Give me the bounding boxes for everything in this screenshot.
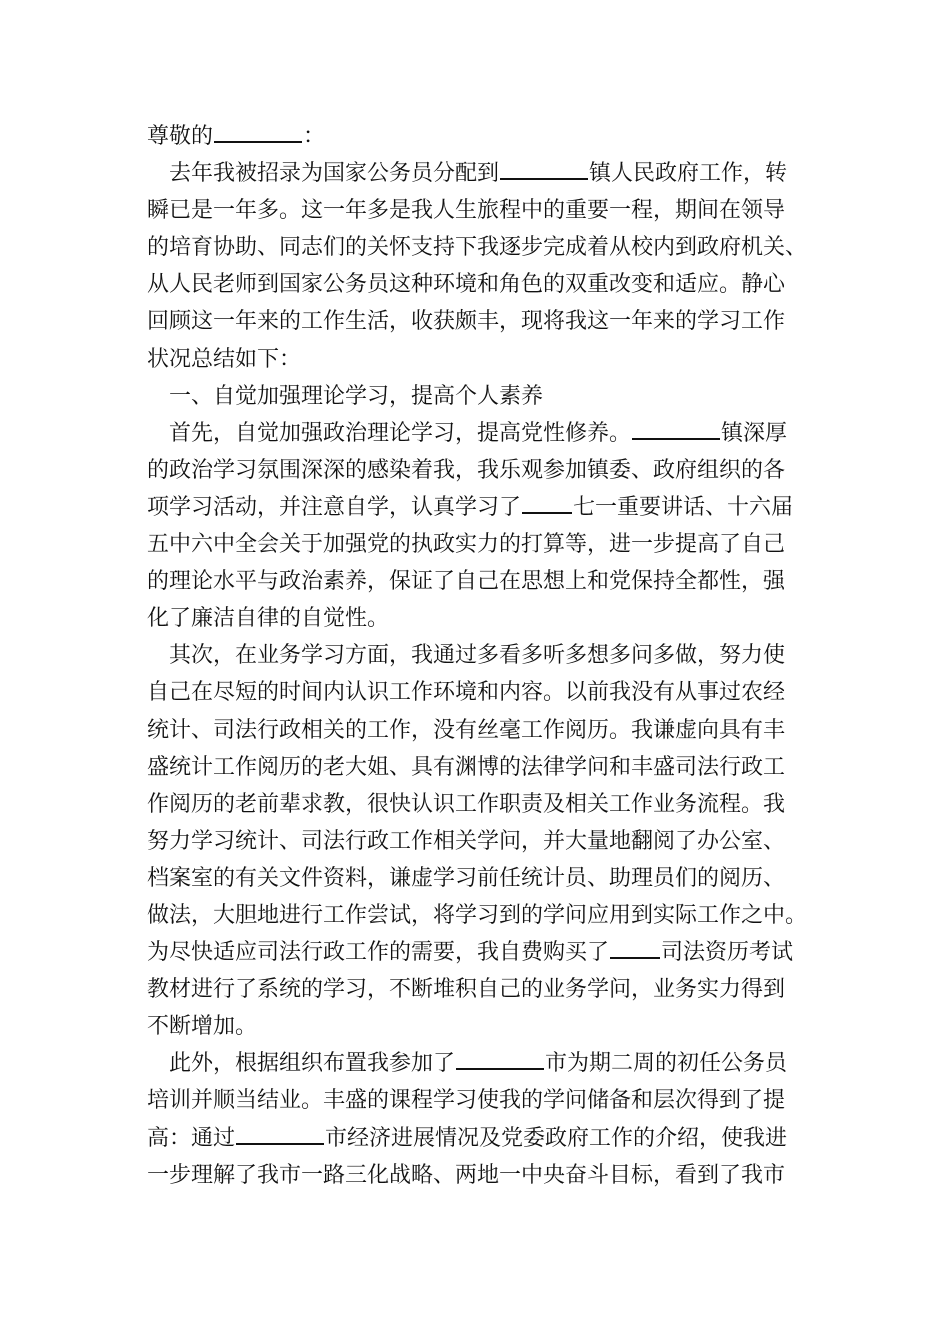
- text-segment: 首先，自觉加强政治理论学习，提高党性修养。: [169, 420, 632, 446]
- fill-blank: [522, 492, 572, 514]
- text-segment: 镇深厚: [721, 420, 788, 446]
- text-segment: 高：通过: [147, 1125, 236, 1151]
- text-line: [147, 897, 812, 934]
- fill-blank: [632, 418, 720, 440]
- text-line: [147, 341, 812, 378]
- text-line: [147, 637, 812, 674]
- text-line: [147, 1120, 812, 1157]
- text-line: [147, 378, 812, 415]
- salutation-line: [147, 118, 812, 155]
- text-segment: 为尽快适应司法行政工作的需要，我自费购买了: [147, 940, 610, 966]
- text-segment: 的政治学习氛围深深的感染着我，我乐观参加镇委、政府组织的各: [147, 457, 786, 483]
- text-segment: 自己在尽短的时间内认识工作环境和内容。以前我没有从事过农经: [147, 680, 786, 706]
- text-segment: 化了廉洁自律的自觉性。: [147, 606, 390, 632]
- text-line: [147, 712, 812, 749]
- text-segment: 状况总结如下：: [147, 346, 302, 372]
- text-line: [147, 1157, 812, 1194]
- text-line: [147, 749, 812, 786]
- text-segment: 统计、司法行政相关的工作，没有丝毫工作阅历。我谦虚向具有丰: [147, 717, 786, 743]
- paragraph-lines: [147, 155, 812, 1194]
- text-line: [147, 674, 812, 711]
- text-line: [147, 1045, 812, 1082]
- text-segment: 的理论水平与政治素养，保证了自己在思想上和党保持全都性，强: [147, 569, 786, 595]
- text-line: [147, 266, 812, 303]
- text-line: [147, 971, 812, 1008]
- text-line: [147, 155, 812, 192]
- text-segment: 市经济进展情况及党委政府工作的介绍，使我进: [325, 1125, 788, 1151]
- text-segment: 一、自觉加强理论学习，提高个人素养: [169, 383, 544, 409]
- text-segment: 的培育协助、同志们的关怀支持下我逐步完成着从校内到政府机关、: [147, 235, 808, 261]
- fill-blank: [500, 158, 588, 180]
- text-line: [147, 229, 812, 266]
- text-line: [147, 1008, 812, 1045]
- text-segment: 培训并顺当结业。丰盛的课程学习使我的学问储备和层次得到了提: [147, 1088, 786, 1114]
- text-line: [147, 526, 812, 563]
- text-segment: 镇人民政府工作，转: [589, 161, 788, 187]
- text-segment: 教材进行了系统的学习，不断堆积自己的业务学问，业务实力得到: [147, 977, 786, 1003]
- text-line: [147, 860, 812, 897]
- text-segment: 做法，大胆地进行工作尝试，将学习到的学问应用到实际工作之中。: [147, 902, 808, 928]
- fill-blank: [214, 121, 302, 143]
- text-line: [147, 415, 812, 452]
- text-line: [147, 303, 812, 340]
- text-segment: 此外，根据组织布置我参加了: [169, 1051, 456, 1077]
- text-segment: 其次，在业务学习方面，我通过多看多听多想多问多做，努力使: [169, 643, 786, 669]
- text-segment: 努力学习统计、司法行政工作相关学问，并大量地翻阅了办公室、: [147, 828, 786, 854]
- text-segment: 从人民老师到国家公务员这种环境和角色的双重改变和适应。静心: [147, 272, 786, 298]
- text-segment: 七一重要讲话、十六届: [573, 494, 794, 520]
- text-line: [147, 823, 812, 860]
- text-segment: 盛统计工作阅历的老大姐、具有渊博的法律学问和丰盛司法行政工: [147, 754, 786, 780]
- fill-blank: [456, 1048, 544, 1070]
- text-line: [147, 563, 812, 600]
- text-line: [147, 1082, 812, 1119]
- text-segment: 一步理解了我市一路三化战略、两地一中央奋斗目标，看到了我市: [147, 1162, 786, 1188]
- text-line: [147, 452, 812, 489]
- text-segment: 作阅历的老前辈求教，很快认识工作职责及相关工作业务流程。我: [147, 791, 786, 817]
- text-segment: 市为期二周的初任公务员: [545, 1051, 788, 1077]
- salutation-text: 尊敬的: [147, 124, 214, 149]
- text-segment: 司法资历考试: [661, 940, 794, 966]
- text-segment: 回顾这一年来的工作生活，收获颇丰，现将我这一年来的学习工作: [147, 309, 786, 335]
- text-line: [147, 192, 812, 229]
- text-line: [147, 934, 812, 971]
- fill-blank: [236, 1123, 324, 1145]
- text-segment: 瞬已是一年多。这一年多是我人生旅程中的重要一程，期间在领导: [147, 198, 786, 224]
- text-segment: 五中六中全会关于加强党的执政实力的打算等，进一步提高了自己: [147, 532, 786, 558]
- text-segment: 去年我被招录为国家公务员分配到: [169, 161, 500, 187]
- salutation-colon: ：: [303, 124, 326, 149]
- text-line: [147, 786, 812, 823]
- text-line: [147, 600, 812, 637]
- text-segment: 档案室的有关文件资料，谦虚学习前任统计员、助理员们的阅历、: [147, 865, 786, 891]
- text-segment: 不断增加。: [147, 1014, 258, 1040]
- fill-blank: [610, 937, 660, 959]
- document-body: [147, 118, 812, 1194]
- text-segment: 项学习活动，并注意自学，认真学习了: [147, 494, 522, 520]
- text-line: [147, 489, 812, 526]
